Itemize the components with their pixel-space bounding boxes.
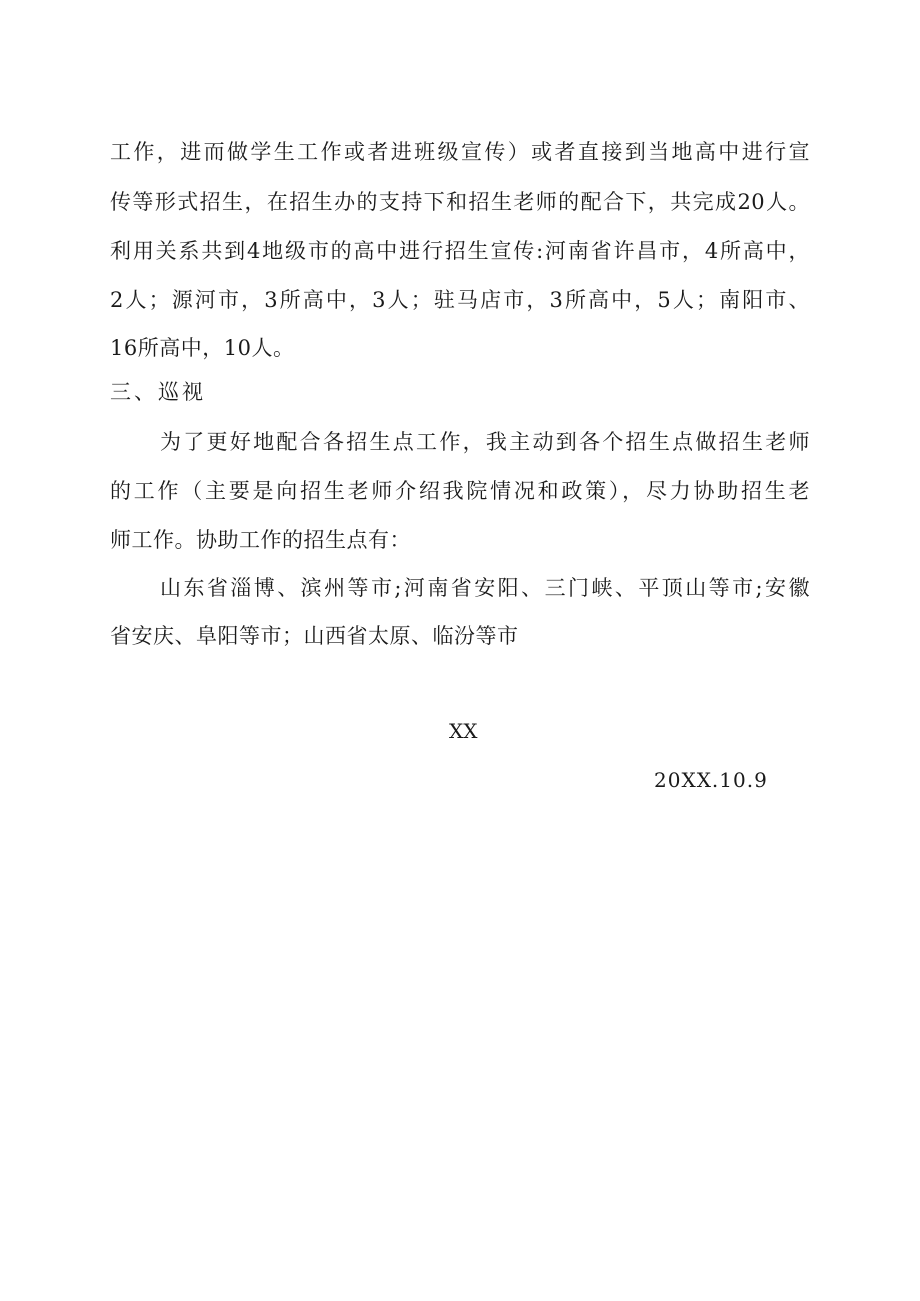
paragraph2-line-1: 为了更好地配合各招生点工作，我主动到各个招生点做招生老师 xyxy=(160,430,810,454)
paragraph2-line-2: 的工作（主要是向招生老师介绍我院情况和政策），尽力协助招生老 xyxy=(110,479,810,503)
paragraph3-line-1: 山东省淄博、滨州等市;河南省安阳、三门峡、平顶山等市;安徽 xyxy=(160,576,810,600)
paragraph1-line-4: 2人；源河市，3所高中，3人；驻马店市，3所高中，5人；南阳市、 xyxy=(110,288,810,312)
paragraph1-line-3: 利用关系共到4地级市的高中进行招生宣传:河南省许昌市，4所高中， xyxy=(110,239,810,263)
paragraph1-line-1: 工作，进而做学生工作或者进班级宣传）或者直接到当地高中进行宣 xyxy=(110,140,810,164)
section-heading: 三、巡视 xyxy=(110,380,206,404)
paragraph1-line-2: 传等形式招生，在招生办的支持下和招生老师的配合下，共完成20人。 xyxy=(110,190,810,214)
paragraph2-line-3: 师工作。协助工作的招生点有： xyxy=(110,528,411,552)
date: 20XX.10.9 xyxy=(654,768,768,792)
paragraph1-line-5: 16所高中，10人。 xyxy=(110,336,295,360)
signature: XX xyxy=(449,719,478,743)
paragraph3-line-2: 省安庆、阜阳等市；山西省太原、临汾等市 xyxy=(110,624,519,648)
